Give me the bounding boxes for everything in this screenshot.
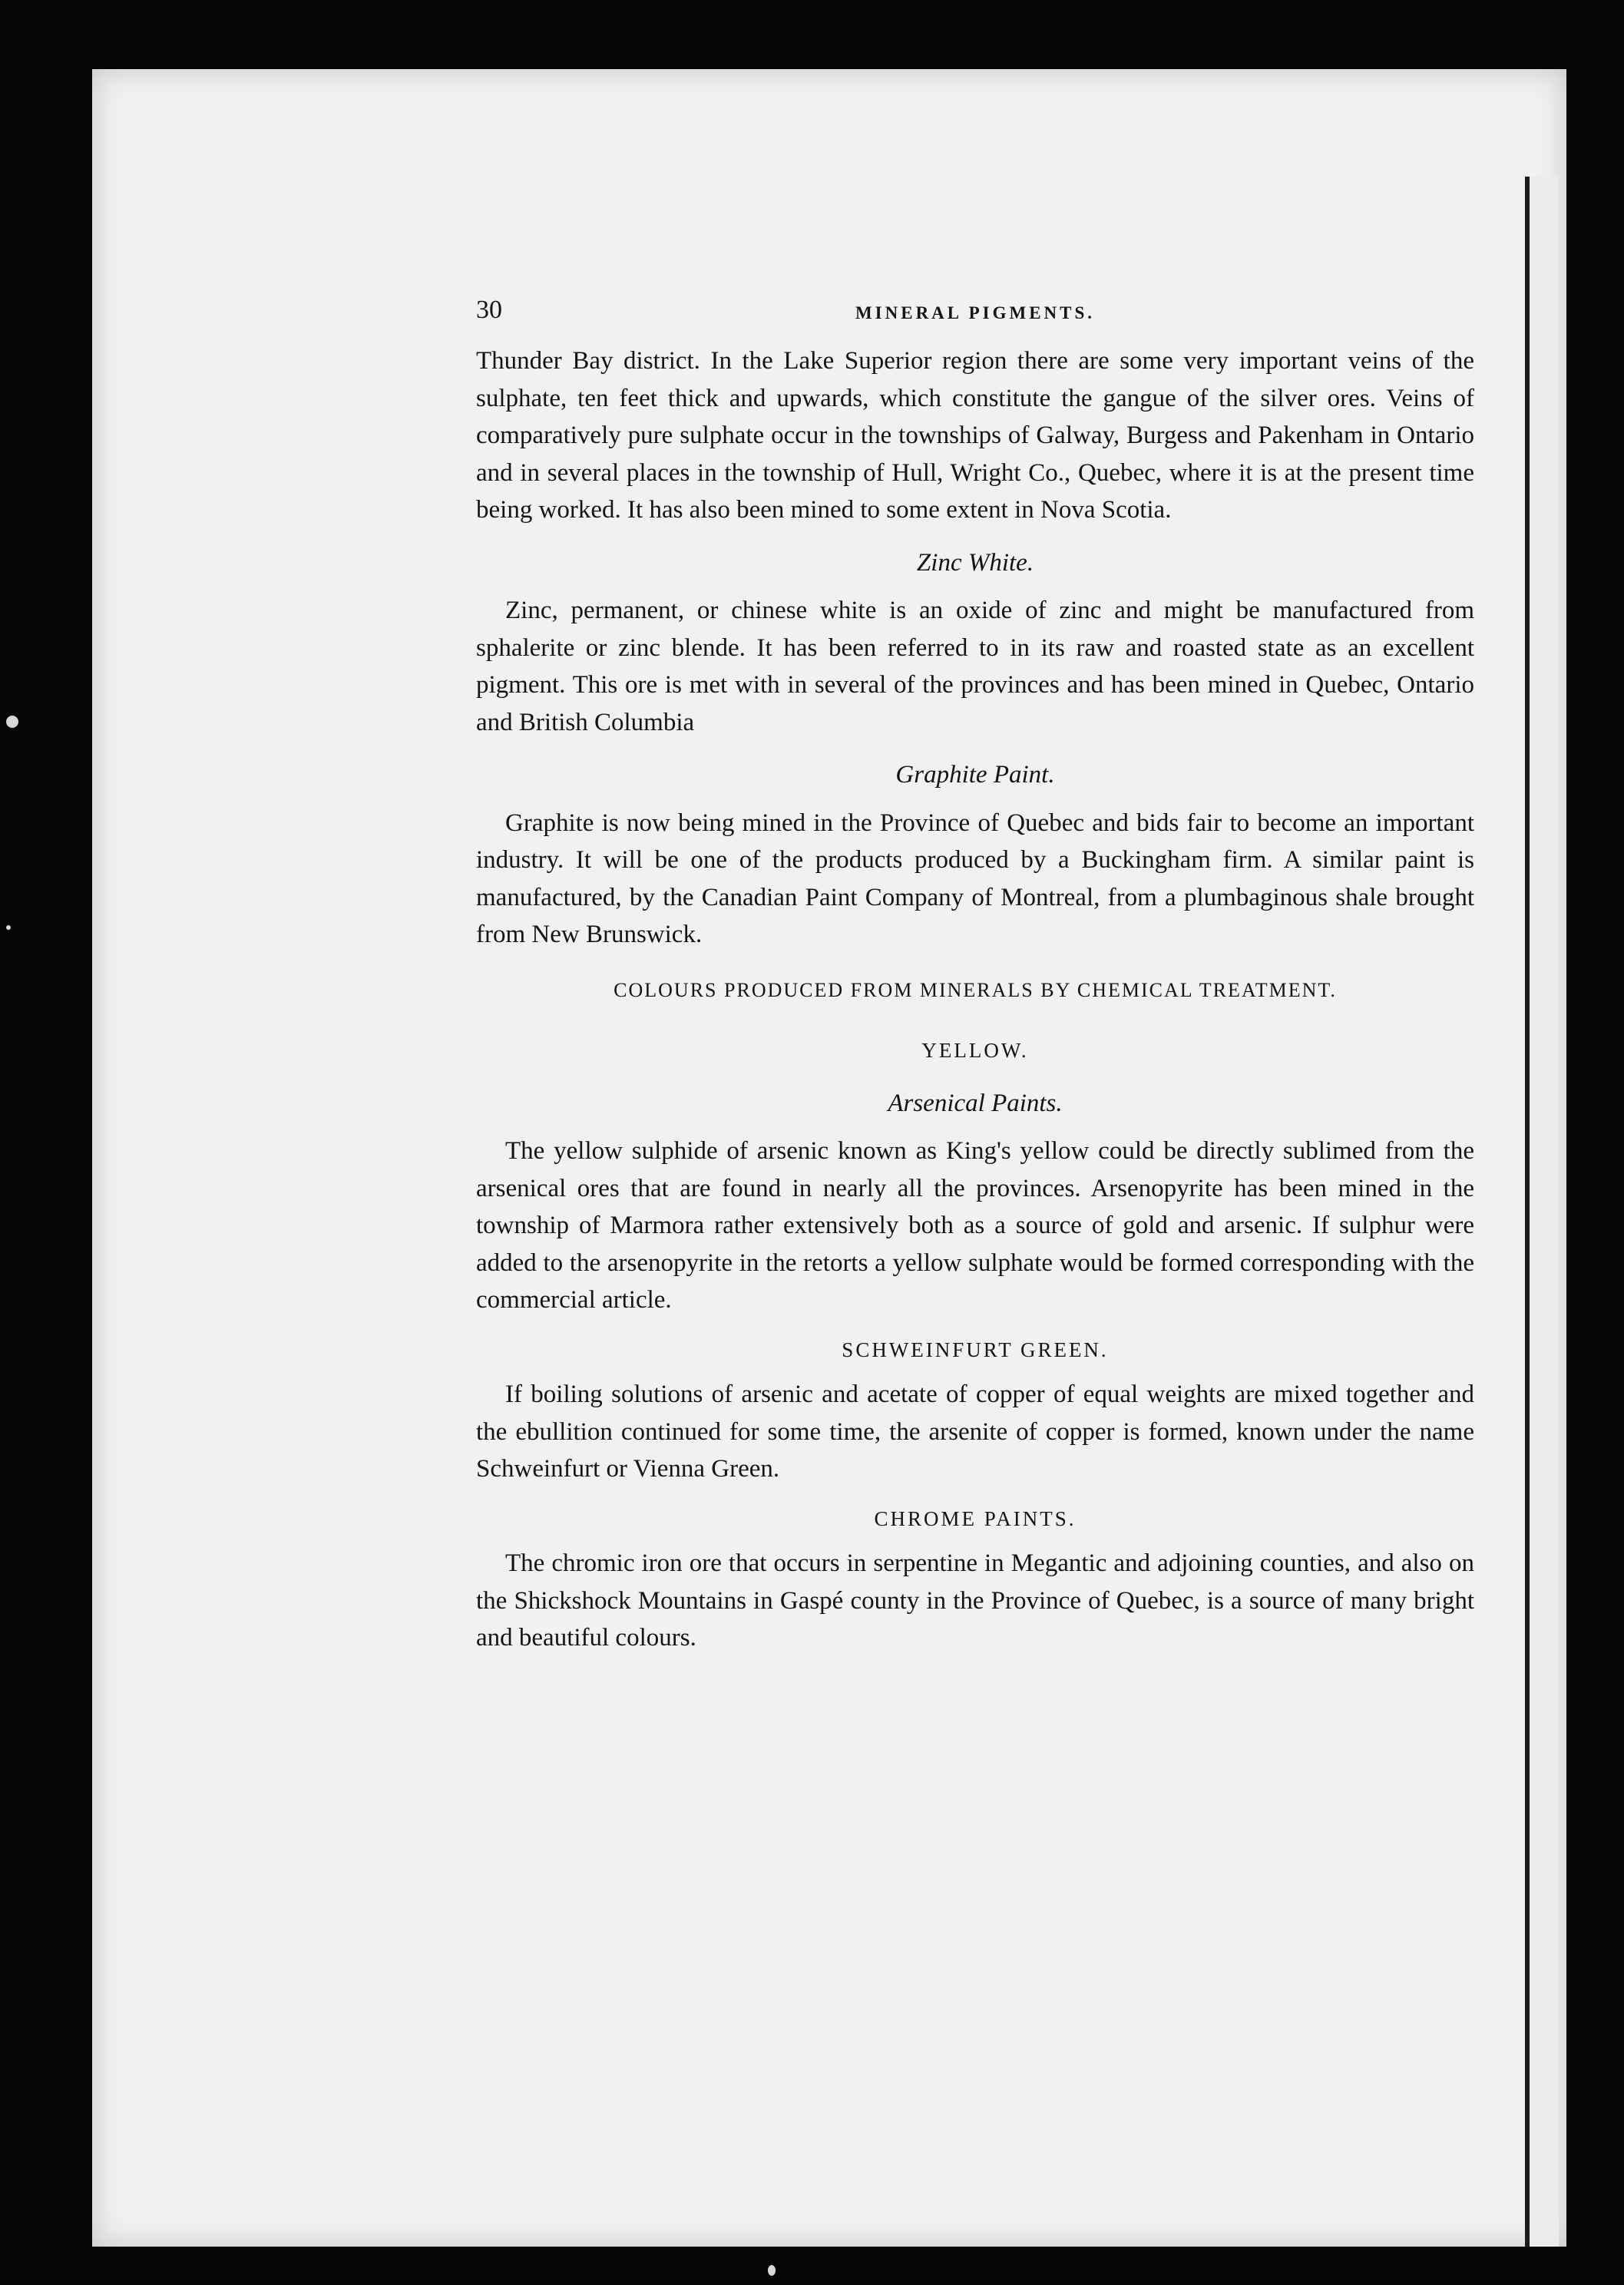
- scan-dust-mark: [768, 2265, 776, 2276]
- running-title: MINERAL PIGMENTS.: [855, 303, 1096, 322]
- scan-dust-mark: [6, 716, 18, 728]
- zinc-white-paragraph: Zinc, permanent, or chinese white is an oxide of zinc and might be manufactured from sphalerite or zinc blende. It has been referred to in its raw and roasted state as an excellent pigment. This ore is met with in several of the provinces and has been mined in Quebec, Ontario and British Columbia: [476, 597, 1474, 736]
- arsenical-paints-paragraph: The yellow sulphide of arsenic known as King's yellow could be directly sublimed from the arsenical ores that are found in nearly all the provinces. Arsenopyrite has been mined in the township of Marmora rather extensively both as a source of gold and arsenic. If sulphur were added to the arsenopyrite in the retorts a yellow sulphate would be formed corresponding with the commercial article.: [476, 1137, 1474, 1314]
- heading-colours-section: COLOURS PRODUCED FROM MINERALS BY CHEMICAL TREATMENT.: [614, 978, 1337, 1001]
- adjacent-page-edge: [1525, 177, 1559, 2247]
- intro-paragraph: Thunder Bay district. In the Lake Superior region there are some very important veins of the sulphate, ten feet thick and upwards, which constitute the gangue of the silver ores. Veins of comparatively pure sulphate occur in the townships of Galway, Burgess and Pakenham in Ontario and in several places in the township of Hull, Wright Co., Quebec, where it is at the present time being worked. It has also been mined to some extent in Nova Scotia.: [476, 347, 1474, 524]
- page-number: 30: [476, 296, 502, 324]
- schweinfurt-green-paragraph: If boiling solutions of arsenic and acetate of copper of equal weights are mixed together and the ebullition continued for some time, the arsenite of copper is formed, known under the name Schweinfurt or Vienna Green.: [476, 1381, 1474, 1483]
- page-content: [476, 292, 1474, 1657]
- heading-arsenical-paints: Arsenical Paints.: [888, 1089, 1063, 1117]
- graphite-paint-paragraph: Graphite is now being mined in the Province of Quebec and bids fair to become an important industry. It will be one of the products produced by a Buckingham firm. A similar paint is manufactured, by the Canadian Paint Company of Montreal, from a plumbaginous shale brought from New Brunswick.: [476, 809, 1474, 948]
- heading-chrome-paints: CHROME PAINTS.: [874, 1506, 1077, 1530]
- heading-schweinfurt-green: SCHWEINFURT GREEN.: [842, 1338, 1109, 1361]
- scanned-page: [92, 69, 1566, 2247]
- scan-dust-mark: [6, 925, 11, 930]
- heading-zinc-white: Zinc White.: [916, 548, 1034, 577]
- chrome-paints-paragraph: The chromic iron ore that occurs in serpentine in Megantic and adjoining counties, and also on the Shickshock Mountains in Gaspé county in the Province of Quebec, is a source of many bright and beautiful colours.: [476, 1549, 1474, 1652]
- heading-yellow: YELLOW.: [921, 1039, 1029, 1062]
- heading-graphite-paint: Graphite Paint.: [895, 761, 1055, 789]
- page-header: [476, 292, 1474, 338]
